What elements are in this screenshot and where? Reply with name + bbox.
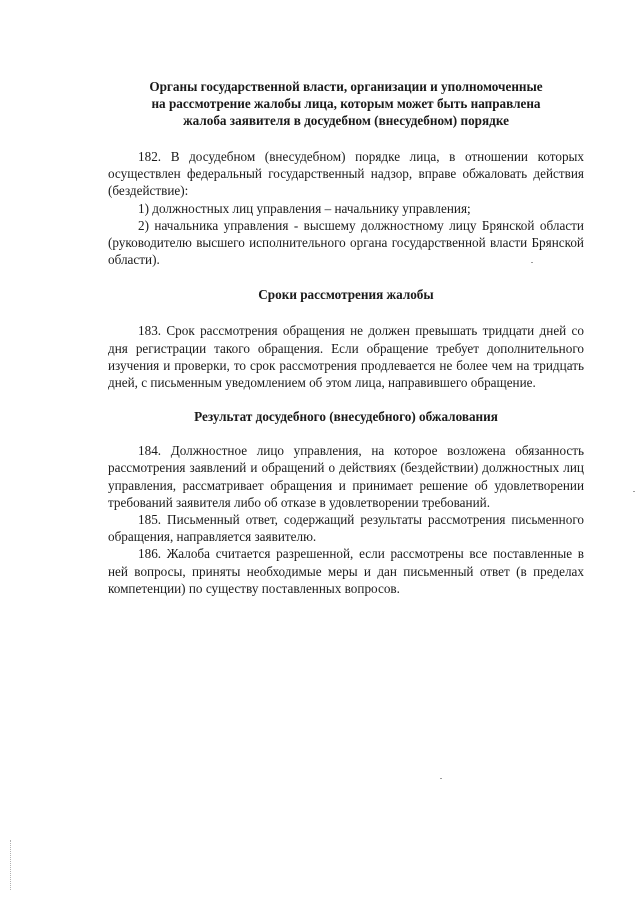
paragraph-182: 182. В досудебном (внесудебном) порядке лица, в отношении которых осуществлен федеральный государственный надзор, вправе обжаловать действия (бездействие): xyxy=(108,149,584,199)
scan-speck xyxy=(531,262,533,263)
paragraph-184: 184. Должностное лицо управления, на которое возложена обязанность рассмотрения заявлений и обращений о действиях (бездействии) должностных лиц управления, рассматривает обращения и принимает решение об удовлетворении требований заявителя либо об отказе в удовлетворении требований. xyxy=(108,443,584,510)
section-title-result: Результат досудебного (внесудебного) обжалования xyxy=(194,409,498,425)
section-appeal-bodies xyxy=(108,148,584,268)
section-result xyxy=(108,442,584,597)
main-title-line-3: жалоба заявителя в досудебном (внесудебном) порядке xyxy=(183,113,509,128)
scan-speck xyxy=(633,491,635,492)
document-body xyxy=(108,78,584,597)
main-title-line-1: Органы государственной власти, организации и уполномоченные xyxy=(149,79,543,94)
section-title-deadlines: Сроки рассмотрения жалобы xyxy=(258,287,434,303)
paragraph-item-1: 1) должностных лиц управления – начальнику управления; xyxy=(138,200,471,216)
main-title-line-2: на рассмотрение жалобы лица, которым может быть направлена xyxy=(151,96,541,111)
scan-margin-marks xyxy=(10,840,13,890)
paragraph-183: 183. Срок рассмотрения обращения не должен превышать тридцати дней со дня регистрации такого обращения. Если обращение требует дополнительного изучения и проверки, то срок рассмотрения продлевается не более чем на тридцать дней, с письменным уведомлением об этом лица, направившего обращение. xyxy=(108,323,584,391)
paragraph-item-2: 2) начальника управления - высшему должностному лицу Брянской области (руководителю высшего исполнительного органа государственной власти Брянской области). xyxy=(108,217,584,268)
paragraph-185: 185. Письменный ответ, содержащий результаты рассмотрения письменного обращения, направляется заявителю. xyxy=(108,512,584,545)
scan-speck xyxy=(440,778,442,779)
paragraph-186: 186. Жалоба считается разрешенной, если рассмотрены все поставленные в ней вопросы, приняты необходимые меры и дан письменный ответ (в пределах компетенции) по существу поставленных вопросов. xyxy=(108,546,584,596)
section-deadlines xyxy=(108,322,584,391)
main-title xyxy=(108,78,584,129)
